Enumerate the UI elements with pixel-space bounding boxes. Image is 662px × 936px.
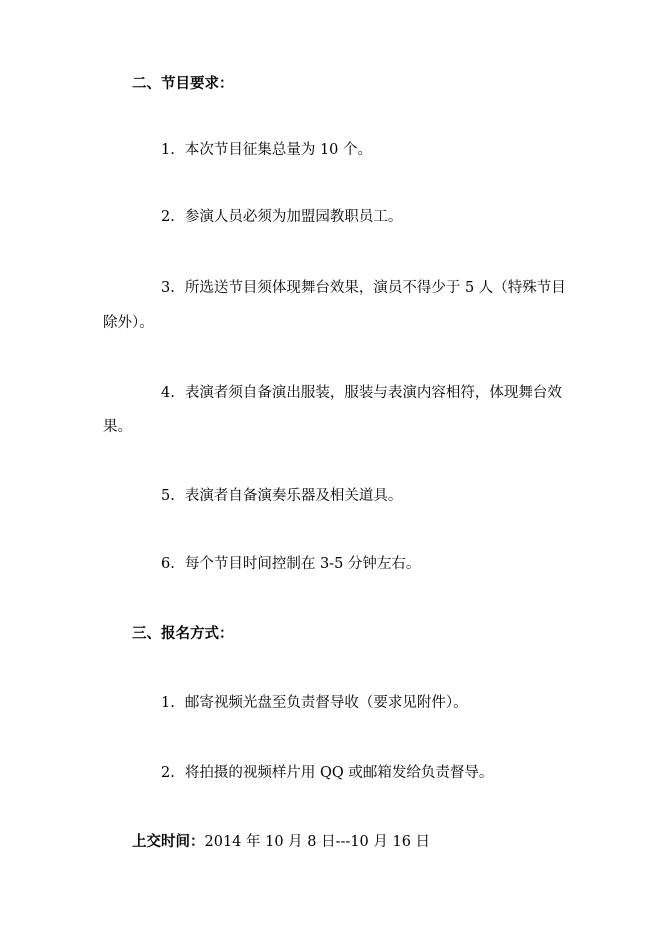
item-text: 本次节目征集总量为 10 个。 bbox=[184, 142, 373, 158]
item-number: 2. bbox=[161, 209, 175, 225]
item-number: 3. bbox=[161, 280, 175, 296]
item-number: 1. bbox=[161, 695, 175, 711]
item-number: 4. bbox=[161, 385, 175, 401]
list-item bbox=[103, 134, 573, 166]
list-item-continuation: 除外）。 bbox=[103, 315, 154, 331]
item-text: 将拍摄的视频样片用 QQ 或邮箱发给负责督导。 bbox=[184, 765, 494, 781]
item-number: 1. bbox=[161, 142, 175, 158]
list-item-continuation: 果。 bbox=[103, 419, 132, 435]
deadline-value: 2014 年 10 月 8 日---10 月 16 日 bbox=[204, 834, 431, 850]
list-item bbox=[103, 757, 573, 789]
item-text: 表演者自备演奏乐器及相关道具。 bbox=[184, 488, 403, 504]
deadline-line bbox=[103, 826, 573, 858]
item-text: 每个节目时间控制在 3-5 分钟左右。 bbox=[184, 556, 421, 572]
section-heading-program-requirements: 二、节目要求： bbox=[132, 76, 234, 92]
list-item bbox=[103, 377, 573, 409]
deadline-label: 上交时间： bbox=[132, 834, 205, 850]
item-text: 表演者须自备演出服装，服装与表演内容相符，体现舞台效 bbox=[184, 385, 562, 401]
item-number: 2. bbox=[161, 765, 175, 781]
item-number: 5. bbox=[161, 488, 175, 504]
list-item bbox=[103, 480, 573, 512]
item-text: 邮寄视频光盘至负责督导收（要求见附件）。 bbox=[184, 695, 468, 711]
list-item bbox=[103, 687, 573, 719]
list-item bbox=[103, 548, 573, 580]
list-item bbox=[103, 201, 573, 233]
item-text: 所选送节目须体现舞台效果，演员不得少于 5 人（特殊节目 bbox=[184, 280, 566, 296]
item-text: 参演人员必须为加盟园教职员工。 bbox=[184, 209, 403, 225]
list-item bbox=[103, 272, 573, 304]
section-heading-registration: 三、报名方式： bbox=[132, 626, 234, 642]
item-number: 6. bbox=[161, 556, 175, 572]
